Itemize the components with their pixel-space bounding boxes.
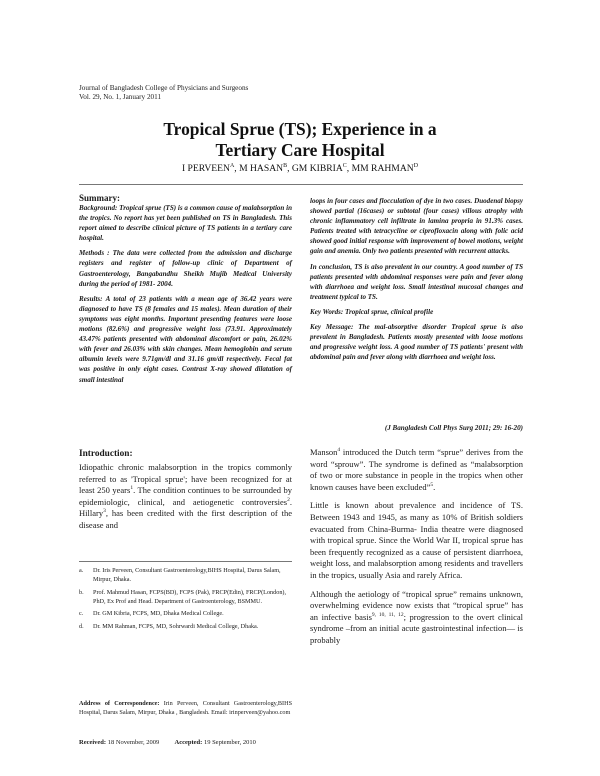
footnote-text: Dr. MM Rahman, FCPS, MD, Sohrwardi Medical College, Dhaka. — [93, 622, 259, 630]
intro-p1-text: . The condition continues to be surrounded by epidemiologic, clinical, and aetiogenetic controversies — [79, 485, 292, 507]
footnote-item — [79, 567, 292, 585]
title-line-2: Tertiary Care Hospital — [215, 140, 385, 160]
intro-paragraph-3: Little is known about prevalence and incidence of TS. Between 1943 and 1945, as many as 10% of British soldiers evacuated from China-Burma- India theatre were diagnosed with tropical sprue. Since the World War II, tropical sprue has been frequently recognized as a cause of persistent diarrhoea, weight loss, and malabsorption among residents and travellers in the tropics, usually Asia and rarely Africa. — [310, 500, 523, 580]
footnote-letter: a. — [79, 567, 84, 574]
intro-p1-text: , has been credited with the first description of the disease and — [79, 508, 292, 530]
author-name: GM KIBRIA — [291, 163, 343, 175]
intro-p1-text: . Hillary — [79, 496, 292, 519]
abstract-methods — [79, 248, 292, 288]
author-name: MM RAHMAN — [351, 163, 414, 175]
abstract-key-message — [310, 322, 523, 362]
correspondence-label: Address of Correspondence: — [79, 700, 160, 707]
introduction-right — [310, 447, 523, 647]
citation-line: (J Bangladesh Coll Phys Surg 2011; 29: 16-20) — [384, 424, 523, 432]
correspondence-text: Irin Perveen, Consultant Gastroenterology,BIHS Hospital, Darus Salam, Mirpur, Dhaka , Bangladesh. Email: irinperveen@yahoo.com — [79, 700, 293, 716]
keywords-label: Key Words: — [310, 307, 344, 316]
intro-paragraph-1 — [79, 462, 292, 532]
intro-p2-text: . — [433, 481, 436, 492]
results-text: A total of 23 patients with a mean age of 36.42 years were diagnosed to have TS (8 females and 15 males). Mean duration of their symptoms was eight months. Important presenting features were loose motions (82.6%) and progressive weight loss (73.91. Approximately 43.47% patients presented with abdominal discomfort or pain, 26.02% with fever and 26.03% with skin changes. Mean hemoglobin and serum albumin levels were 9.71gm/dl and 31.16 gm/dl respectively. Fecal fat was positive in only eight cases. Contrast X-ray showed dilatation of small intestinal — [79, 294, 292, 384]
intro-p4-text: Although the aetiology of “tropical sprue” remains unknown, overwhelming evidence now exists that “tropical sprue” has an infective basis — [310, 588, 523, 622]
title-divider — [79, 184, 523, 185]
journal-header — [79, 84, 248, 103]
citation-sup: 5 — [430, 481, 434, 488]
key-message-label: Key Message: — [310, 323, 354, 332]
journal-name: Journal of Bangladesh College of Physicians and Surgeons — [79, 84, 249, 92]
introduction-heading: Introduction: — [79, 449, 133, 459]
accepted-date: 19 September, 2010 — [203, 739, 256, 746]
methods-text: The data were collected from the admission and discharge registers and register of follow-up clinic of Department of Gastroenterology, Bangabandhu Sheikh Mujib Medical University during the period of 1981- 2004. — [79, 249, 293, 288]
footnote-letter: b. — [79, 588, 84, 596]
citation-sup: 3 — [103, 508, 106, 515]
summary-heading: Summary: — [79, 193, 120, 203]
intro-p1-text: Idiopathic chronic malabsorption in the tropics commonly referred to as 'Tropical sprue'; have been recognized for at least 250 years — [79, 462, 292, 496]
citation-sup: 2 — [287, 496, 290, 503]
footnote-item — [79, 589, 292, 607]
footnote-text: Prof. Mahmud Hasan, FCPS(BD), FCPS (Pak), FRCP(Edin), FRCP(London), PhD, Ex Prof and Head. Department of Gastroenterology, BSMMU. — [93, 588, 287, 605]
author-affiliation: C — [342, 163, 347, 169]
abstract-left-column — [79, 193, 292, 385]
abstract-right-column — [310, 196, 523, 362]
results-continued: loops in four cases and flocculation of dye in two cases. Duodenal biopsy showed partial (16cases) or subtotal (four cases) villous atrophy with chronic inflammatory cell infiltrate in lamina propria in 91.3% cases. Patients treated with tetracycline or ciprofloxacin along with folic acid showed good initial response with improvement of bowel motions, weight gain and anemia. Only two patients presented with recurrent attacks. — [310, 197, 523, 256]
article-title — [90, 119, 510, 161]
author-separator: , — [234, 163, 240, 175]
author-name: M HASAN — [239, 163, 284, 175]
footnote-letter: d. — [79, 622, 84, 630]
citation-sup: 1 — [130, 485, 134, 492]
citation-sup: 9, 10, 11, 12 — [371, 611, 404, 618]
key-message-text: The mal-absorptive disorder Tropical sprue is also prevalent in Bangladesh. Patients mostly presented with loose motions and progressive weight loss. A good number of TS patients' present with abdominal pain and fever along with diarrhoea and weight loss. — [310, 323, 524, 362]
footnote-divider — [79, 561, 292, 562]
abstract-background — [79, 203, 292, 243]
journal-issue: Vol. 29, No. 1, January 2011 — [79, 93, 162, 102]
author-affiliation: B — [283, 163, 288, 169]
intro-p4-text: ; progression to the overt clinical syndrome –from an initial acute gastrointestinal infection— is probably — [310, 611, 523, 645]
footnote-item — [79, 623, 292, 632]
footnote-text: Dr. GM Kibria, FCPS, MD, Dhaka Medical College. — [93, 610, 224, 618]
methods-label: Methods : — [79, 249, 110, 258]
intro-p2-text: introduced the Dutch term “sprue” derives from the word “sprouw”. The syndrome is defined as “malabsorption of two or more substance in people in the tropics when other known causes have been excluded” — [310, 447, 523, 492]
keywords-text: Tropical sprue, clinical profile — [344, 307, 434, 316]
results-label: Results: — [79, 294, 103, 303]
abstract-results — [79, 294, 292, 385]
citation-sup: 4 — [337, 447, 341, 454]
title-line-1: Tropical Sprue (TS); Experience in a — [163, 119, 437, 139]
footnote-item — [79, 610, 292, 619]
correspondence-address — [79, 700, 292, 718]
intro-p2-text: Manson — [310, 447, 338, 457]
author-separator: , — [346, 163, 352, 175]
received-accepted-dates — [79, 739, 256, 746]
abstract-keywords — [310, 307, 523, 317]
author-separator: , — [287, 163, 292, 175]
intro-paragraph-4 — [310, 589, 523, 647]
received-label: Received: — [79, 739, 107, 746]
author-name: I PERVEEN — [181, 163, 230, 175]
author-list — [90, 163, 510, 174]
background-label: Background: — [79, 204, 118, 212]
accepted-label: Accepted: — [174, 739, 203, 746]
intro-paragraph-2 — [310, 447, 523, 493]
abstract-conclusion: In conclusion, TS is also prevalent in our country. A good number of TS patients presented with abdominal responses were pain and fever along with diarrhoea and weight loss. Small intestinal mucosal changes and treatment typical to TS. — [310, 262, 523, 301]
received-date: 18 November, 2009 — [107, 739, 160, 746]
author-affiliation: D — [413, 163, 419, 169]
footnote-text: Dr. Iris Perveen, Consultant Gastroenterology,BIHS Hospital, Darus Salam, Mirpur, Dhaka. — [93, 567, 281, 583]
affiliation-footnotes — [79, 567, 292, 636]
background-text: Tropical sprue (TS) is a common cause of malabsorption in the tropics. No report has yet been published on TS in Bangladesh. This report aimed to describe clinical picture of TS patients in a tertiary care hospital. — [79, 204, 293, 243]
introduction-left — [79, 449, 292, 532]
footnote-letter: c. — [79, 610, 84, 618]
author-affiliation: A — [229, 163, 235, 169]
